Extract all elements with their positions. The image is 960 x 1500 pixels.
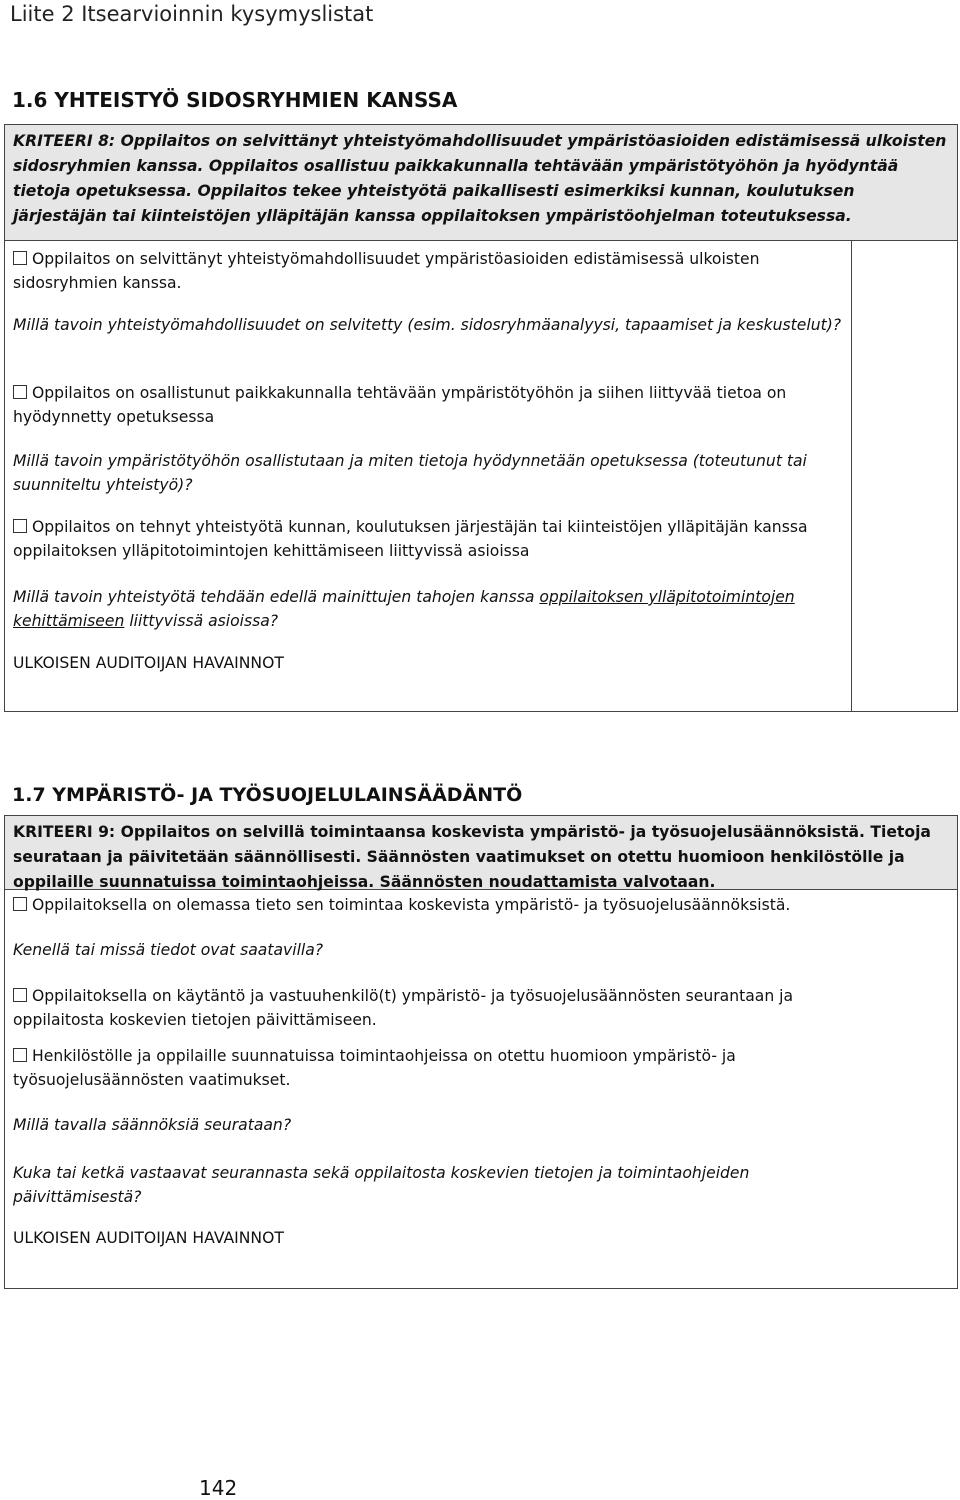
s2-check-1-text: Oppilaitoksella on olemassa tieto sen toimintaa koskevista ympäristö- ja työsuojelusäännöksistä. xyxy=(32,896,791,914)
section-2-box xyxy=(4,815,958,1289)
s1-item-1-check-text: Oppilaitos on selvittänyt yhteistyömahdollisuudet ympäristöasioiden edistämisessä ulkoisten sidosryhmien kanssa. xyxy=(13,250,760,292)
s1-item-2 xyxy=(13,381,843,429)
s1-item-1 xyxy=(13,247,843,295)
s1-item-1-question: Millä tavoin yhteistyömahdollisuudet on selvitetty (esim. sidosryhmäanalyysi, tapaamiset ja keskustelut)? xyxy=(13,316,842,334)
s2-check-2-text: Oppilaitoksella on käytäntö ja vastuuhenkilö(t) ympäristö- ja työsuojelusäännösten seurantaan ja oppilaitosta koskevien tietojen päivittämiseen. xyxy=(13,987,794,1029)
page-number: 142 xyxy=(199,1476,238,1500)
checkbox[interactable] xyxy=(13,385,27,399)
criterion-8-text: Oppilaitos on selvittänyt yhteistyömahdollisuudet ympäristöasioiden edistämisessä ulkoisten sidosryhmien kanssa. Oppilaitos osallistuu paikkakunnalla tehtävään ympäristötyöhön ja hyödyntää tietoja opetuksessa. Oppilaitos tekee yhteistyötä paikallisesti esimerkiksi kunnan, koulutuksen järjestäjän tai kiinteistöjen ylläpitäjän kanssa oppilaitoksen ympäristöohjelman toteutuksessa. xyxy=(13,132,947,225)
checkbox[interactable] xyxy=(13,988,27,1002)
s2-check-3 xyxy=(13,1044,813,1092)
checkbox[interactable] xyxy=(13,519,27,533)
s1-item-3-check-text: Oppilaitos on tehnyt yhteistyötä kunnan, koulutuksen järjestäjän tai kiinteistöjen ylläpitäjän kanssa oppilaitoksen ylläpitotoimintojen kehittämiseen liittyvissä asioissa xyxy=(13,518,808,560)
criterion-9-text: Oppilaitos on selvillä toimintaansa koskevista ympäristö- ja työsuojelusäännöksistä. Tietoja seurataan ja päivitetään säännöllisesti. Säännösten vaatimukset on otettu huomioon henkilöstölle ja oppilaille suunnatuissa toimintaohjeissa. Säännösten noudattamista valvotaan. xyxy=(13,823,931,891)
page-header-title: Liite 2 Itsearvioinnin kysymyslistat xyxy=(10,2,374,26)
s2-check-1 xyxy=(13,893,943,917)
section-1-title: 1.6 YHTEISTYÖ SIDOSRYHMIEN KANSSA xyxy=(12,88,458,112)
criterion-9 xyxy=(5,816,957,890)
s1-auditor-label: ULKOISEN AUDITOIJAN HAVAINNOT xyxy=(13,654,284,672)
section-2-title: 1.7 YMPÄRISTÖ- JA TYÖSUOJELULAINSÄÄDÄNTÖ xyxy=(12,784,523,806)
criterion-9-label: KRITEERI 9: xyxy=(13,823,116,841)
s1-q3-post: liittyvissä asioissa? xyxy=(129,612,279,630)
s1-item-3 xyxy=(13,515,843,563)
s2-question-1: Kenellä tai missä tiedot ovat saatavilla? xyxy=(13,941,324,959)
criterion-8 xyxy=(5,125,957,241)
answer-column-divider xyxy=(851,241,852,711)
s1-q3-pre: Millä tavoin yhteistyötä tehdään edellä mainittujen tahojen kanssa xyxy=(13,588,535,606)
section-1-box xyxy=(4,124,958,712)
s1-item-2-question: Millä tavoin ympäristötyöhön osallistutaan ja miten tietoja hyödynnetään opetuksessa (toteutunut tai suunniteltu yhteistyö)? xyxy=(13,452,807,494)
s2-question-3: Kuka tai ketkä vastaavat seurannasta sekä oppilaitosta koskevien tietojen ja toimintaohjeiden päivittämisestä? xyxy=(13,1164,750,1206)
checkbox[interactable] xyxy=(13,251,27,265)
s2-check-3-text: Henkilöstölle ja oppilaille suunnatuissa toimintaohjeissa on otettu huomioon ympäristö- ja työsuojelusäännösten vaatimukset. xyxy=(13,1047,736,1089)
checkbox[interactable] xyxy=(13,1048,27,1062)
s1-item-2-check-text: Oppilaitos on osallistunut paikkakunnalla tehtävään ympäristötyöhön ja siihen liittyvää tietoa on hyödynnetty opetuksessa xyxy=(13,384,787,426)
checkbox[interactable] xyxy=(13,897,27,911)
s2-question-2: Millä tavalla säännöksiä seurataan? xyxy=(13,1116,292,1134)
s1-item-3-question xyxy=(13,585,803,633)
criterion-8-label: KRITEERI 8: xyxy=(13,132,116,150)
s2-auditor-label: ULKOISEN AUDITOIJAN HAVAINNOT xyxy=(13,1229,284,1247)
s1-q3-underlined: oppilaitoksen ylläpitotoimintojen kehittämiseen xyxy=(13,588,795,630)
s2-check-2 xyxy=(13,984,873,1032)
